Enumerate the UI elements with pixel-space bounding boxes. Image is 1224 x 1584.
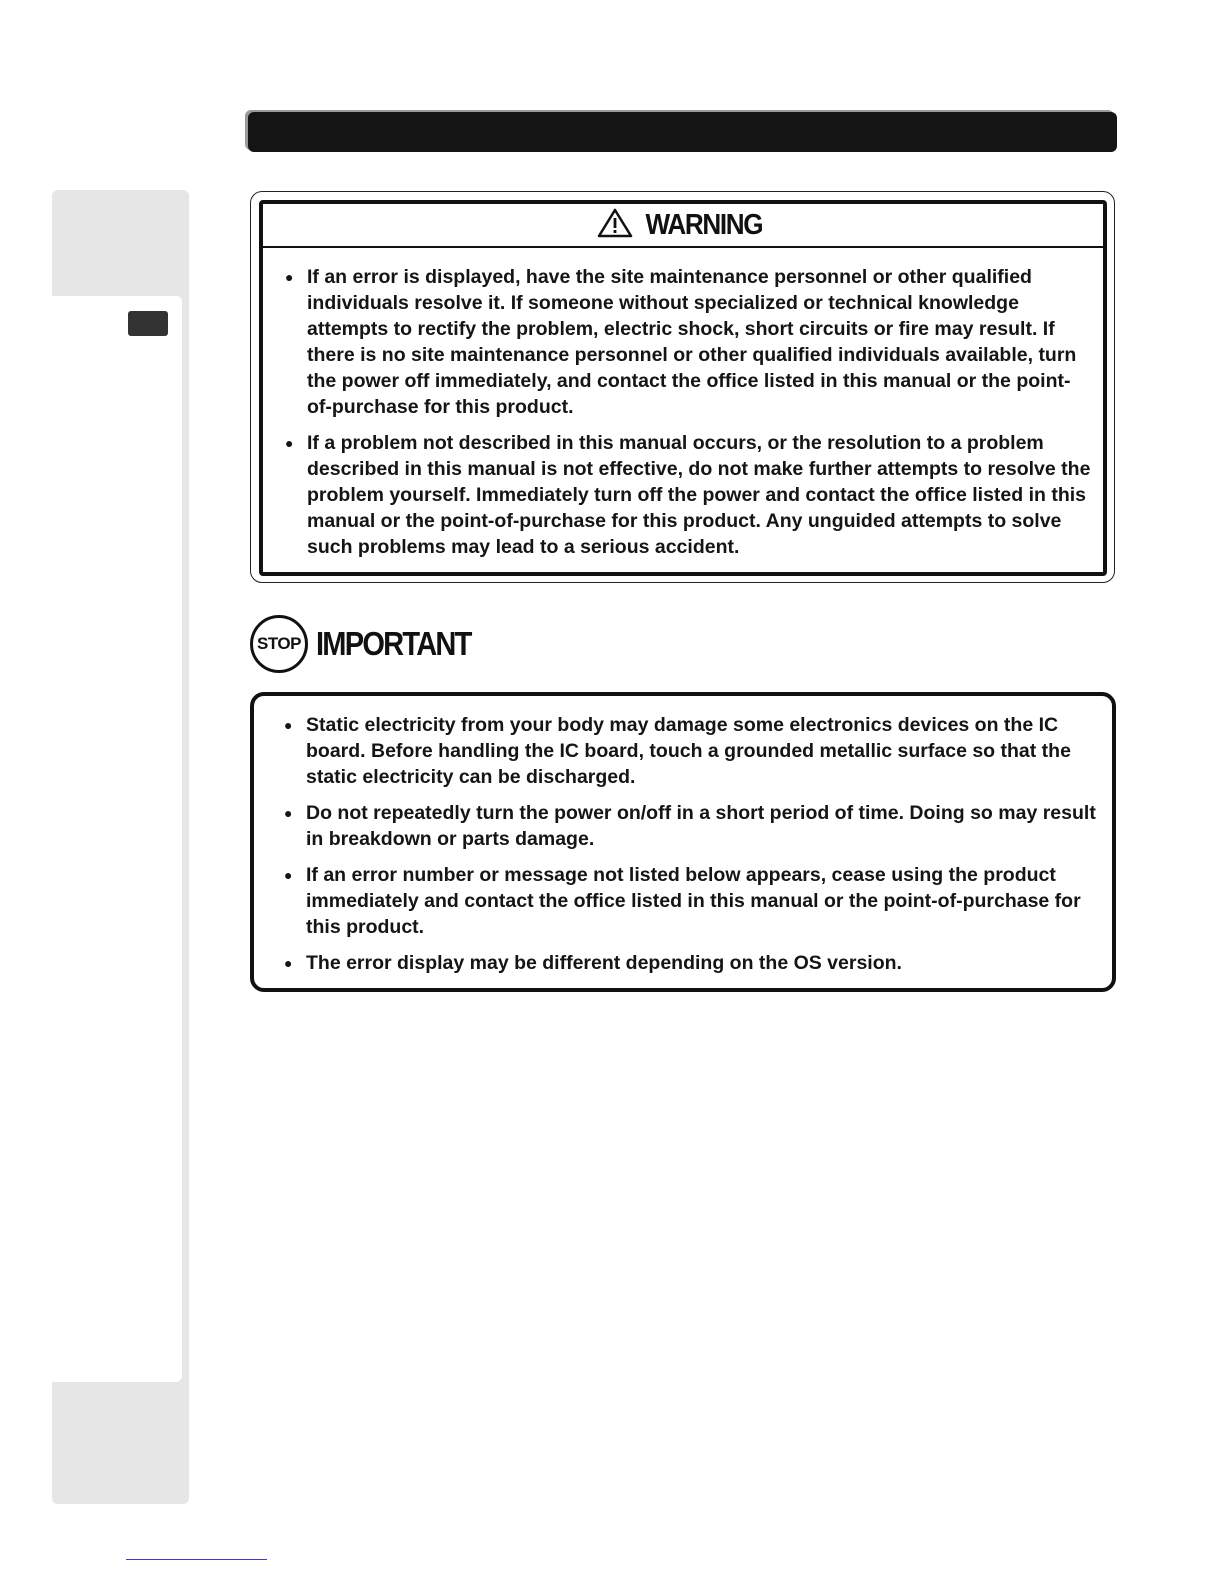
important-item: ● The error display may be different depending on the OS version.: [284, 950, 1096, 976]
sidebar-tab-panel: [52, 296, 182, 1382]
warning-header: [263, 204, 1103, 248]
important-item: ● Do not repeatedly turn the power on/off in a short period of time. Doing so may result in breakdown or parts damage.: [284, 800, 1096, 852]
warning-item: ● If a problem not described in this manual occurs, or the resolution to a problem described in this manual is not effective, do not make further attempts to resolve the problem yourself. Immediately turn off the power and contact the office listed in this manual or the point-of-purchase for this product. Any unguided attempts to solve such problems may lead to a serious accident.: [285, 430, 1095, 560]
warning-title: WARNING: [645, 208, 763, 241]
stop-icon: STOP: [250, 615, 308, 673]
important-list: [284, 712, 1096, 986]
sidebar-chapter-marker: [128, 311, 168, 336]
important-box: [250, 692, 1116, 992]
warning-item: ● If an error is displayed, have the site maintenance personnel or other qualified individuals resolve it. If someone without specialized or technical knowledge attempts to rectify the problem, electric shock, short circuits or fire may result. If there is no site maintenance personnel or other qualified individuals available, turn the power off immediately, and contact the office listed in this manual or the point-of-purchase for this product.: [285, 264, 1095, 420]
warning-triangle-icon: [597, 208, 633, 243]
warning-box: [259, 200, 1107, 576]
important-item: ● Static electricity from your body may damage some electronics devices on the IC board. Before handling the IC board, touch a grounded metallic surface so that the static electricity can be discharged.: [284, 712, 1096, 790]
important-heading: [250, 612, 492, 676]
section-header-bar: [248, 112, 1117, 152]
important-item: ● If an error number or message not listed below appears, cease using the product immediately and contact the office listed in this manual or the point-of-purchase for this product.: [284, 862, 1096, 940]
important-title: IMPORTANT: [316, 625, 471, 662]
warning-list: [285, 264, 1095, 570]
footer-link-underline: [126, 1559, 267, 1560]
